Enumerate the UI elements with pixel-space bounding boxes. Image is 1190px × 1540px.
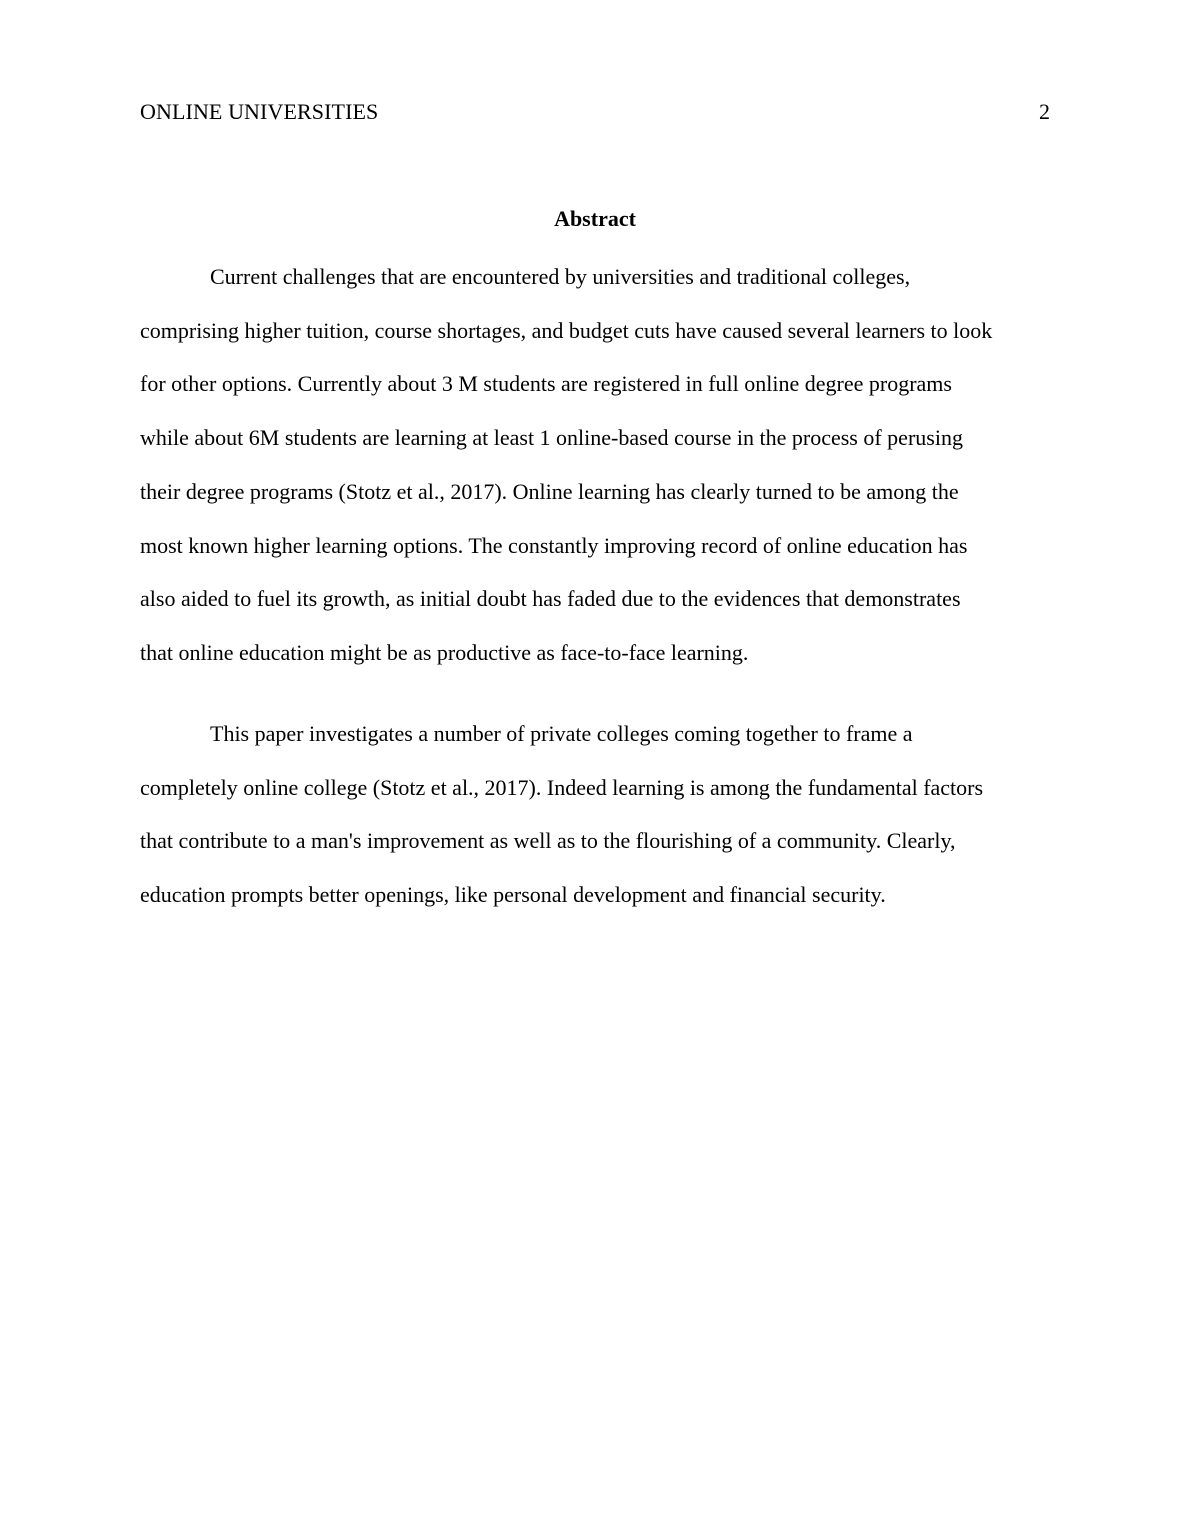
abstract-title: Abstract xyxy=(554,206,636,231)
paragraph-line: Current challenges that are encountered by universities and traditional colleges, xyxy=(210,264,911,289)
abstract-paragraph-2 xyxy=(140,707,1050,922)
paragraph-line: that contribute to a man's improvement as well as to the flourishing of a community. Clearly, xyxy=(140,828,956,854)
paragraph-line: education prompts better openings, like personal development and financial security. xyxy=(140,882,886,908)
paragraph-line: This paper investigates a number of private colleges coming together to frame a xyxy=(210,721,913,746)
running-head: ONLINE UNIVERSITIES xyxy=(140,99,379,124)
abstract-paragraph-1 xyxy=(140,250,1050,680)
paragraph-line: for other options. Currently about 3 M students are registered in full online degree programs xyxy=(140,371,952,397)
paragraph-line: while about 6M students are learning at least 1 online-based course in the process of perusing xyxy=(140,425,963,451)
paragraph-line: most known higher learning options. The constantly improving record of online education has xyxy=(140,532,968,558)
paragraph-line: their degree programs (Stotz et al., 2017). Online learning has clearly turned to be among the xyxy=(140,478,959,504)
paragraph-line: comprising higher tuition, course shortages, and budget cuts have caused several learners to look xyxy=(140,317,993,343)
paragraph-line: that online education might be as productive as face-to-face learning. xyxy=(140,639,749,665)
paragraph-line: completely online college (Stotz et al., 2017). Indeed learning is among the fundamental factors xyxy=(140,774,984,800)
paragraph-line: also aided to fuel its growth, as initial doubt has faded due to the evidences that demonstrates xyxy=(140,586,961,612)
page-number: 2 xyxy=(1039,99,1050,124)
